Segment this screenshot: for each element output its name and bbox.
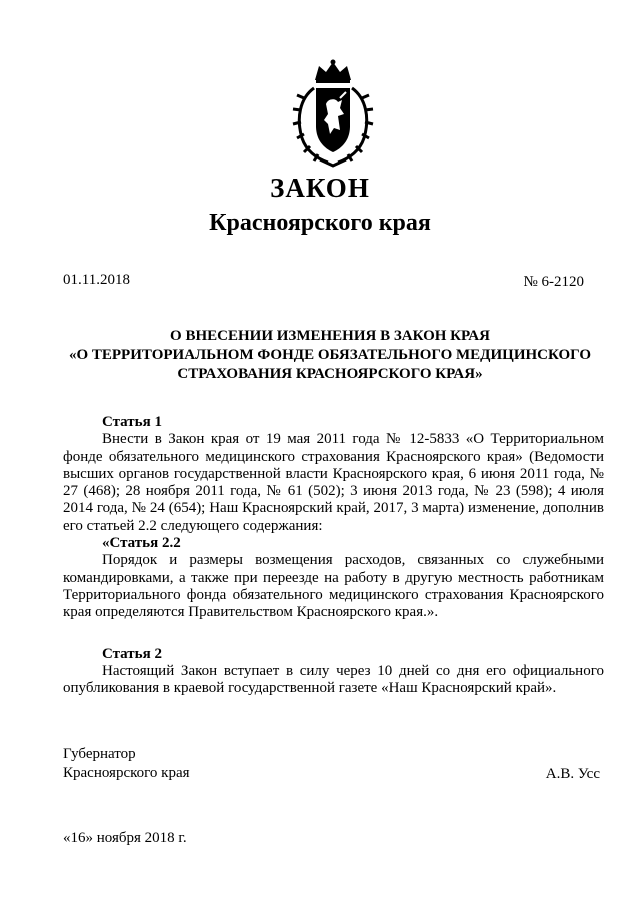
document-region: Красноярского края — [209, 210, 431, 236]
krasnoyarsk-coat-of-arms-icon — [290, 58, 376, 170]
inserted-article-text: Порядок и размеры возмещения расходов, связанных со служебными командировками, а также при переезде на работу в другую местность работникам Территориального фонда обязательного медицинского страхования Красноярского края определяются Правительством Красноярского края.». — [63, 552, 604, 621]
law-title — [30, 327, 630, 384]
signature-date: «16» ноября 2018 г. — [63, 830, 187, 846]
law-title-line: «О ТЕРРИТОРИАЛЬНОМ ФОНДЕ ОБЯЗАТЕЛЬНОГО МЕДИЦИНСКОГО — [68, 347, 592, 363]
signatory-title-line: Красноярского края — [63, 765, 190, 781]
article-1-heading: Статья 1 — [102, 414, 162, 430]
document-date: 01.11.2018 — [63, 272, 130, 288]
law-title-line: СТРАХОВАНИЯ КРАСНОЯРСКОГО КРАЯ» — [177, 366, 483, 382]
article-2-text: Настоящий Закон вступает в силу через 10 дней со дня его официального опубликования в краевой государственной газете «Наш Красноярский край». — [63, 662, 604, 697]
signatory-title-line: Губернатор — [63, 746, 136, 762]
document-body — [63, 414, 604, 697]
article-1-text: Внести в Закон края от 19 мая 2011 года № 12-5833 «О Территориальном фонде обязательного медицинского страхования Красноярского края» (Ведомости высших органов государственной власти Красноярского края, 6 июня 2011 года, № 27 (468); 28 ноября 2011 года, № 61 (502); 3 июня 2013 года, № 23 (598); 4 июля 2014 года, № 24 (654); Наш Красноярский край, 2017, 3 марта) изменение, дополнив его статьей 2.2 следующего содержания: — [63, 431, 604, 534]
inserted-article-heading: «Статья 2.2 — [102, 535, 181, 552]
document-number: № 6-2120 — [523, 274, 584, 290]
document-type: ЗАКОН — [270, 173, 370, 203]
spacer — [63, 622, 604, 646]
signatory-title — [63, 745, 190, 783]
law-title-line: О ВНЕСЕНИИ ИЗМЕНЕНИЯ В ЗАКОН КРАЯ — [170, 328, 490, 344]
signatory-name: А.В. Усс — [545, 766, 600, 782]
article-2-heading: Статья 2 — [102, 645, 162, 662]
